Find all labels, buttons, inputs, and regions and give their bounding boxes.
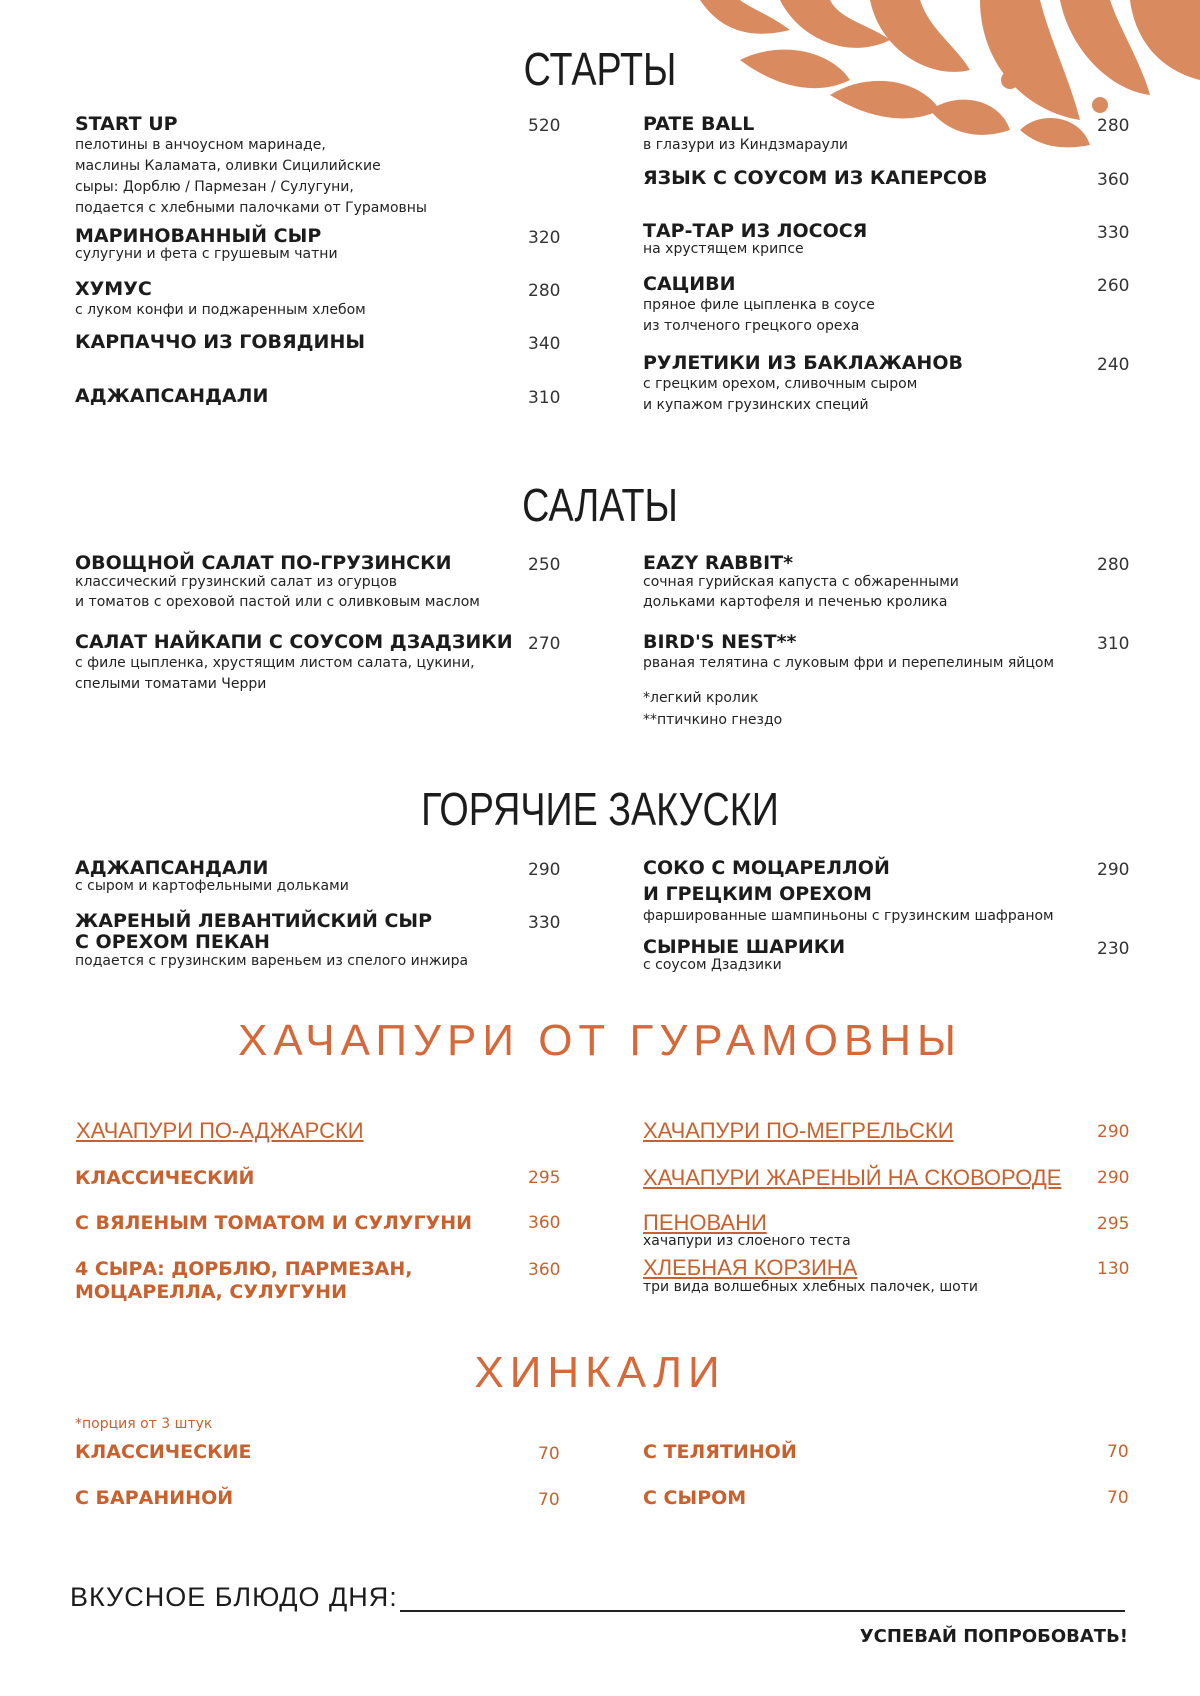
price: 290 [1097, 1122, 1130, 1142]
menu-item-classic-khinkali: КЛАССИЧЕСКИЕ [75, 1441, 252, 1463]
price: 290 [1097, 1168, 1130, 1188]
menu-item-pan-fried-khachapuri: ХАЧАПУРИ ЖАРЕНЫЙ НА СКОВОРОДЕ [643, 1165, 1062, 1190]
portion-note: *порция от 3 штук [75, 1416, 213, 1432]
price: 330 [1097, 223, 1130, 243]
price: 280 [1097, 555, 1130, 575]
price: 280 [528, 281, 561, 301]
menu-item-tomato-khachapuri: С ВЯЛЕНЫМ ТОМАТОМ И СУЛУГУНИ [75, 1212, 472, 1234]
section-title-khinkali: ХИНКАЛИ [474, 1348, 726, 1397]
dish-of-day-label: ВКУСНОЕ БЛЮДО ДНЯ: [70, 1582, 398, 1612]
price: 320 [528, 228, 561, 248]
menu-item-georgian-salad: ОВОЩНОЙ САЛАТ ПО-ГРУЗИНСКИ классический грузинский салат из огурцов и томатов с ореховой пастой или с оливковым маслом [75, 552, 480, 610]
section-title-starts: СТАРТЫ [523, 43, 677, 95]
menu-item-naikapi-salad: САЛАТ НАЙКАПИ С СОУСОМ ДЗАДЗИКИ с филе цыпленка, хрустящим листом салата, цукини, спелыми томатами Черри [75, 631, 513, 692]
menu-item-salmon-tartare: ТАР-ТАР ИЗ ЛОСОСЯ на хрустящем крипсе [643, 220, 868, 257]
section-title-hot-appetizers: ГОРЯЧИЕ ЗАКУСКИ [421, 783, 779, 835]
menu-item-eggplant-rolls: РУЛЕТИКИ ИЗ БАКЛАЖАНОВ с грецким орехом, сливочным сыром и купажом грузинских специй [643, 352, 963, 413]
price: 330 [528, 913, 561, 933]
menu-item-bread-basket: ХЛЕБНАЯ КОРЗИНА три вида волшебных хлебных палочек, шоти [643, 1255, 978, 1295]
menu-item-satsivi: САЦИВИ пряное филе цыпленка в соусе из толченого грецкого ореха [643, 273, 875, 334]
price: 295 [528, 1168, 561, 1188]
menu-item-penovani: ПЕНОВАНИ хачапури из слоеного теста [643, 1210, 851, 1249]
menu-item-four-cheese-khachapuri: 4 СЫРА: ДОРБЛЮ, ПАРМЕЗАН, МОЦАРЕЛЛА, СУЛУГУНИ [75, 1258, 413, 1303]
menu-item-eazy-rabbit: EAZY RABBIT* сочная гурийская капуста с обжаренными дольками картофеля и печенью кролика [643, 552, 959, 610]
menu-item-cheese-balls: СЫРНЫЕ ШАРИКИ с соусом Дзадзики [643, 936, 846, 973]
price: 260 [1097, 276, 1130, 296]
price: 280 [1097, 116, 1130, 136]
price: 290 [1097, 860, 1130, 880]
price: 360 [1097, 170, 1130, 190]
price: 70 [1107, 1442, 1129, 1462]
menu-item-pate-ball: PATE BALL в глазури из Киндзмараули [643, 113, 848, 153]
menu-item-carpaccio: КАРПАЧЧО ИЗ ГОВЯДИНЫ [75, 331, 366, 353]
price: 310 [528, 388, 561, 408]
menu-item-tongue: ЯЗЫК С СОУСОМ ИЗ КАПЕРСОВ [643, 167, 988, 189]
price: 290 [528, 860, 561, 880]
menu-item-cheese-khinkali: С СЫРОМ [643, 1487, 747, 1509]
price: 130 [1097, 1259, 1130, 1279]
price: 360 [528, 1260, 561, 1280]
menu-item-megrelian-khachapuri: ХАЧАПУРИ ПО-МЕГРЕЛЬСКИ [643, 1118, 954, 1143]
menu-item-classic-khachapuri: КЛАССИЧЕСКИЙ [75, 1167, 255, 1189]
price: 70 [538, 1490, 560, 1510]
price: 520 [528, 116, 561, 136]
menu-item-levantine-cheese: ЖАРЕНЫЙ ЛЕВАНТИЙСКИЙ СЫР С ОРЕХОМ ПЕКАН подается с грузинским вареньем из спелого инжира [75, 910, 469, 969]
price: 240 [1097, 355, 1130, 375]
price: 310 [1097, 634, 1130, 654]
menu-item-marinated-cheese: МАРИНОВАННЫЙ СЫР сулугуни и фета с грушевым чатни [75, 225, 338, 262]
footnote: *легкий кролик [643, 690, 759, 706]
price: 70 [538, 1444, 560, 1464]
section-title-salads: САЛАТЫ [522, 479, 678, 531]
section-title-khachapuri: ХАЧАПУРИ ОТ ГУРАМОВНЫ [237, 1016, 963, 1065]
menu-item-ajapsandali-hot: АДЖАПСАНДАЛИ с сыром и картофельными дольками [75, 857, 349, 894]
price: 295 [1097, 1214, 1130, 1234]
price: 250 [528, 555, 561, 575]
price: 70 [1107, 1488, 1129, 1508]
menu-item-ajapsandali: АДЖАПСАНДАЛИ [75, 385, 269, 407]
price: 270 [528, 634, 561, 654]
menu-item-start-up: START UP пелотины в анчоусном маринаде, маслины Каламата, оливки Сицилийские сыры: Дорблю / Пармезан / Сулугуни, подается с хлебными палочками от Гурамовны [75, 113, 427, 216]
price: 360 [528, 1213, 561, 1233]
price: 230 [1097, 939, 1130, 959]
menu-item-veal-khinkali: С ТЕЛЯТИНОЙ [643, 1441, 797, 1463]
menu-item-hummus: ХУМУС с луком конфи и поджаренным хлебом [75, 278, 366, 318]
menu-item-soko: СОКО С МОЦАРЕЛЛОЙ И ГРЕЦКИМ ОРЕХОМ фаршированные шампиньоны с грузинским шафраном [643, 857, 1054, 924]
menu-item-adjarian-khachapuri: ХАЧАПУРИ ПО-АДЖАРСКИ [76, 1118, 364, 1143]
menu-item-birds-nest: BIRD'S NEST** рваная телятина с луковым фри и перепелиным яйцом [643, 631, 1055, 671]
footnote: **птичкино гнездо [643, 712, 783, 728]
price: 340 [528, 334, 561, 354]
dish-of-day-line [400, 1610, 1125, 1612]
menu-item-lamb-khinkali: С БАРАНИНОЙ [75, 1487, 234, 1509]
tagline: УСПЕВАЙ ПОПРОБОВАТЬ! [859, 1626, 1128, 1647]
